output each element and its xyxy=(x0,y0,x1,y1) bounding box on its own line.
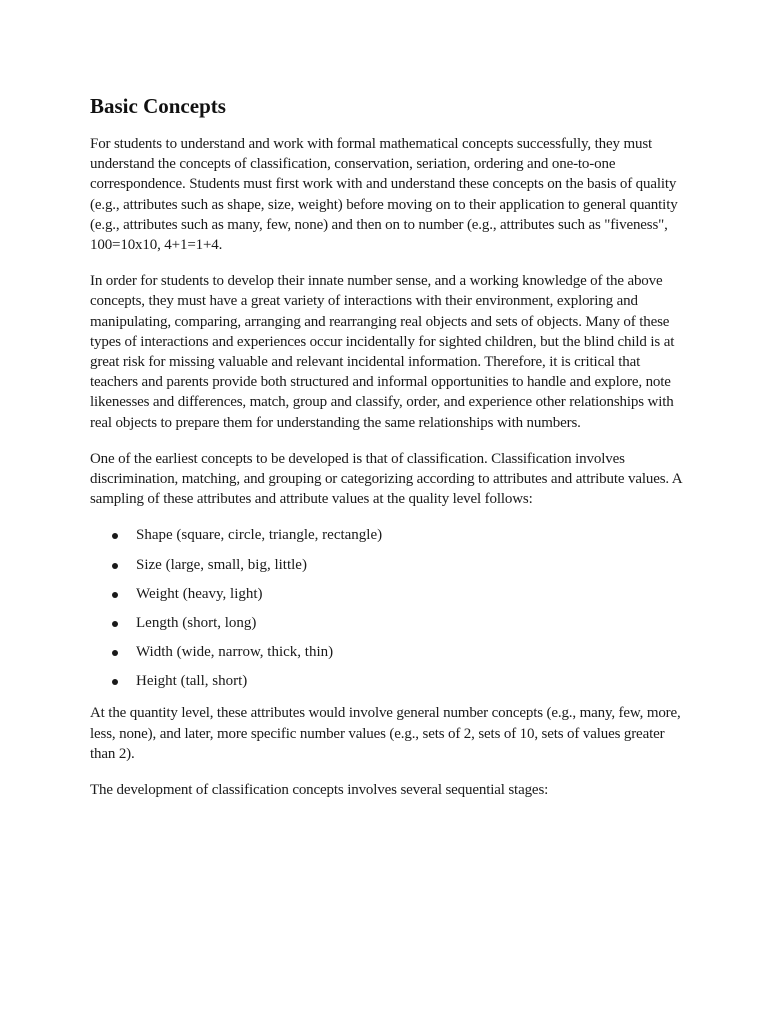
bullet-icon xyxy=(112,533,118,539)
bullet-icon xyxy=(112,650,118,656)
page-title: Basic Concepts xyxy=(90,94,226,118)
attribute-list xyxy=(90,525,682,691)
bullet-icon xyxy=(112,679,118,685)
list-item xyxy=(90,584,682,604)
bullet-icon xyxy=(112,563,118,569)
list-item-text: Height (tall, short) xyxy=(136,673,248,690)
paragraph-sequential-stages: The development of classification concepts involves several sequential stages: xyxy=(90,782,549,798)
document-page xyxy=(90,92,682,816)
list-item-text: Size (large, small, big, little) xyxy=(136,556,307,573)
list-item xyxy=(90,555,682,575)
list-item-text: Weight (heavy, light) xyxy=(136,585,263,602)
list-item xyxy=(90,671,682,691)
bullet-icon xyxy=(112,592,118,598)
list-item xyxy=(90,642,682,662)
paragraph-quantity-level: At the quantity level, these attributes would involve general number concepts (e.g., many, few, more, less, none), and later, more specific number values (e.g., sets of 2, sets of 10, sets of values greater than 2). xyxy=(90,705,681,762)
list-item xyxy=(90,613,682,633)
paragraph-number-sense: In order for students to develop their innate number sense, and a working knowledge of the above concepts, they must have a great variety of interactions with their environment, exploring and manipulating, comparing, arranging and rearranging real objects and sets of objects. Many of these types of interactions and experiences occur incidentally for sighted children, but the blind child is at great risk for missing valuable and relevant incidental information. Therefore, it is critical that teachers and parents provide both structured and informal opportunities to handle and explore, note likenesses and differences, match, group and classify, order, and experience other relationships with real objects to prepare them for understanding the same relationships with numbers. xyxy=(90,273,675,431)
list-item-text: Shape (square, circle, triangle, rectangle) xyxy=(136,527,383,544)
bullet-icon xyxy=(112,621,118,627)
list-item-text: Width (wide, narrow, thick, thin) xyxy=(136,644,334,661)
paragraph-intro: For students to understand and work with formal mathematical concepts successfully, they must understand the concepts of classification, conservation, seriation, ordering and one-to-one correspondence. Students must first work with and understand these concepts on the basis of quality (e.g., attributes such as shape, size, weight) before moving on to their application to general quantity (e.g., attributes such as many, few, none) and then on to number (e.g., attributes such as "fiveness", 100=10x10, 4+1=1+4. xyxy=(90,136,678,254)
paragraph-classification: One of the earliest concepts to be developed is that of classification. Classification involves discrimination, matching, and grouping or categorizing according to attributes and attribute values. A sampling of these attributes and attribute values at the quality level follows: xyxy=(90,450,682,508)
list-item xyxy=(90,525,682,545)
list-item-text: Length (short, long) xyxy=(136,615,257,632)
